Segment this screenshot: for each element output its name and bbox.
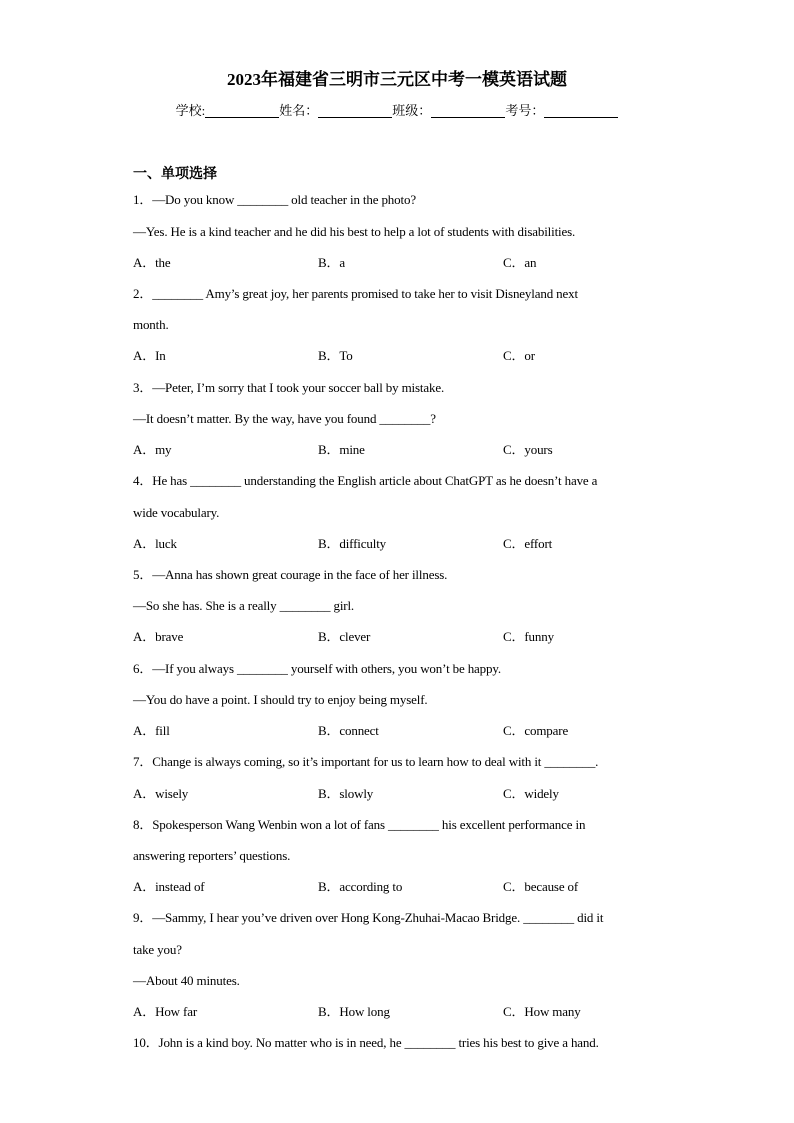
- question-4-line: wide vocabulary.: [133, 504, 220, 520]
- option-c: C．yours: [503, 442, 553, 458]
- question-9-options: [133, 996, 733, 1027]
- question-7-line: 7．Change is always coming, so it’s important for us to learn how to deal with it ________.: [133, 754, 599, 770]
- option-b: B．difficulty: [318, 535, 387, 551]
- page-title: 2023年福建省三明市三元区中考一模英语试题: [227, 70, 567, 89]
- question-2-line: month.: [133, 317, 169, 333]
- option-a: A．In: [133, 348, 166, 364]
- question-9-line: 9．—Sammy, I hear you’ve driven over Hong Kong-Zhuhai-Macao Bridge. ________ did it: [133, 910, 604, 926]
- section-heading: 一、单项选择: [133, 167, 217, 182]
- option-b: B．connect: [318, 723, 379, 739]
- student-info-line: [0, 101, 794, 121]
- question-6-options: [133, 715, 733, 746]
- question-3-line: 3．—Peter, I’m sorry that I took your soccer ball by mistake.: [133, 379, 445, 395]
- option-b: B．To: [318, 348, 353, 364]
- name-blank: [318, 103, 392, 118]
- option-c: C．an: [503, 254, 537, 270]
- option-a: A．How far: [133, 1004, 197, 1020]
- question-3-options: [133, 434, 733, 465]
- option-a: A．brave: [133, 629, 184, 645]
- option-b: B．slowly: [318, 785, 374, 801]
- question-4-line: 4．He has ________ understanding the English article about ChatGPT as he doesn’t have a: [133, 473, 598, 489]
- question-6-line: 6．—If you always ________ yourself with others, you won’t be happy.: [133, 660, 501, 676]
- question-5-line: 5．—Anna has shown great courage in the face of her illness.: [133, 567, 448, 583]
- option-a: A．the: [133, 254, 171, 270]
- option-b: B．clever: [318, 629, 371, 645]
- class-blank: [431, 103, 505, 118]
- option-a: A．fill: [133, 723, 170, 739]
- question-10-line: 10．John is a kind boy. No matter who is in need, he ________ tries his best to give a hand.: [133, 1035, 599, 1051]
- question-5-line: —So she has. She is a really ________ girl.: [133, 598, 355, 614]
- option-b: B．a: [318, 254, 345, 270]
- question-6-line: —You do have a point. I should try to enjoy being myself.: [133, 691, 428, 707]
- question-9-line: —About 40 minutes.: [133, 972, 240, 988]
- question-2-line: 2．________ Amy’s great joy, her parents promised to take her to visit Disneyland next: [133, 286, 578, 302]
- question-5-options: [133, 621, 733, 652]
- option-a: A．luck: [133, 535, 177, 551]
- option-c: C．or: [503, 348, 535, 364]
- question-7-options: [133, 778, 733, 809]
- option-a: A．wisely: [133, 785, 189, 801]
- name-label: 姓名：: [279, 103, 319, 118]
- option-c: C．funny: [503, 629, 554, 645]
- option-b: B．mine: [318, 442, 365, 458]
- question-3-line: —It doesn’t matter. By the way, have you found ________?: [133, 410, 436, 426]
- question-8-options: [133, 871, 733, 902]
- question-8-line: answering reporters’ questions.: [133, 847, 291, 863]
- option-b: B．How long: [318, 1004, 390, 1020]
- option-c: C．because of: [503, 879, 579, 895]
- question-1-line: —Yes. He is a kind teacher and he did his best to help a lot of students with disabilities.: [133, 223, 576, 239]
- option-a: A．instead of: [133, 879, 205, 895]
- exam-number-label: 考号：: [505, 103, 545, 118]
- option-c: C．widely: [503, 785, 559, 801]
- question-9-line: take you?: [133, 941, 182, 957]
- class-label: 班级：: [392, 103, 432, 118]
- question-list: [133, 184, 733, 1058]
- question-1-options: [133, 247, 733, 278]
- school-blank: [205, 103, 279, 118]
- option-a: A．my: [133, 442, 172, 458]
- question-8-line: 8．Spokesperson Wang Wenbin won a lot of fans ________ his excellent performance in: [133, 816, 586, 832]
- question-4-options: [133, 528, 733, 559]
- option-c: C．How many: [503, 1004, 581, 1020]
- question-2-options: [133, 340, 733, 371]
- option-b: B．according to: [318, 879, 403, 895]
- option-c: C．effort: [503, 535, 553, 551]
- question-1-line: 1．—Do you know ________ old teacher in the photo?: [133, 192, 416, 208]
- exam-number-blank: [544, 103, 618, 118]
- option-c: C．compare: [503, 723, 569, 739]
- school-label: 学校:: [175, 103, 206, 118]
